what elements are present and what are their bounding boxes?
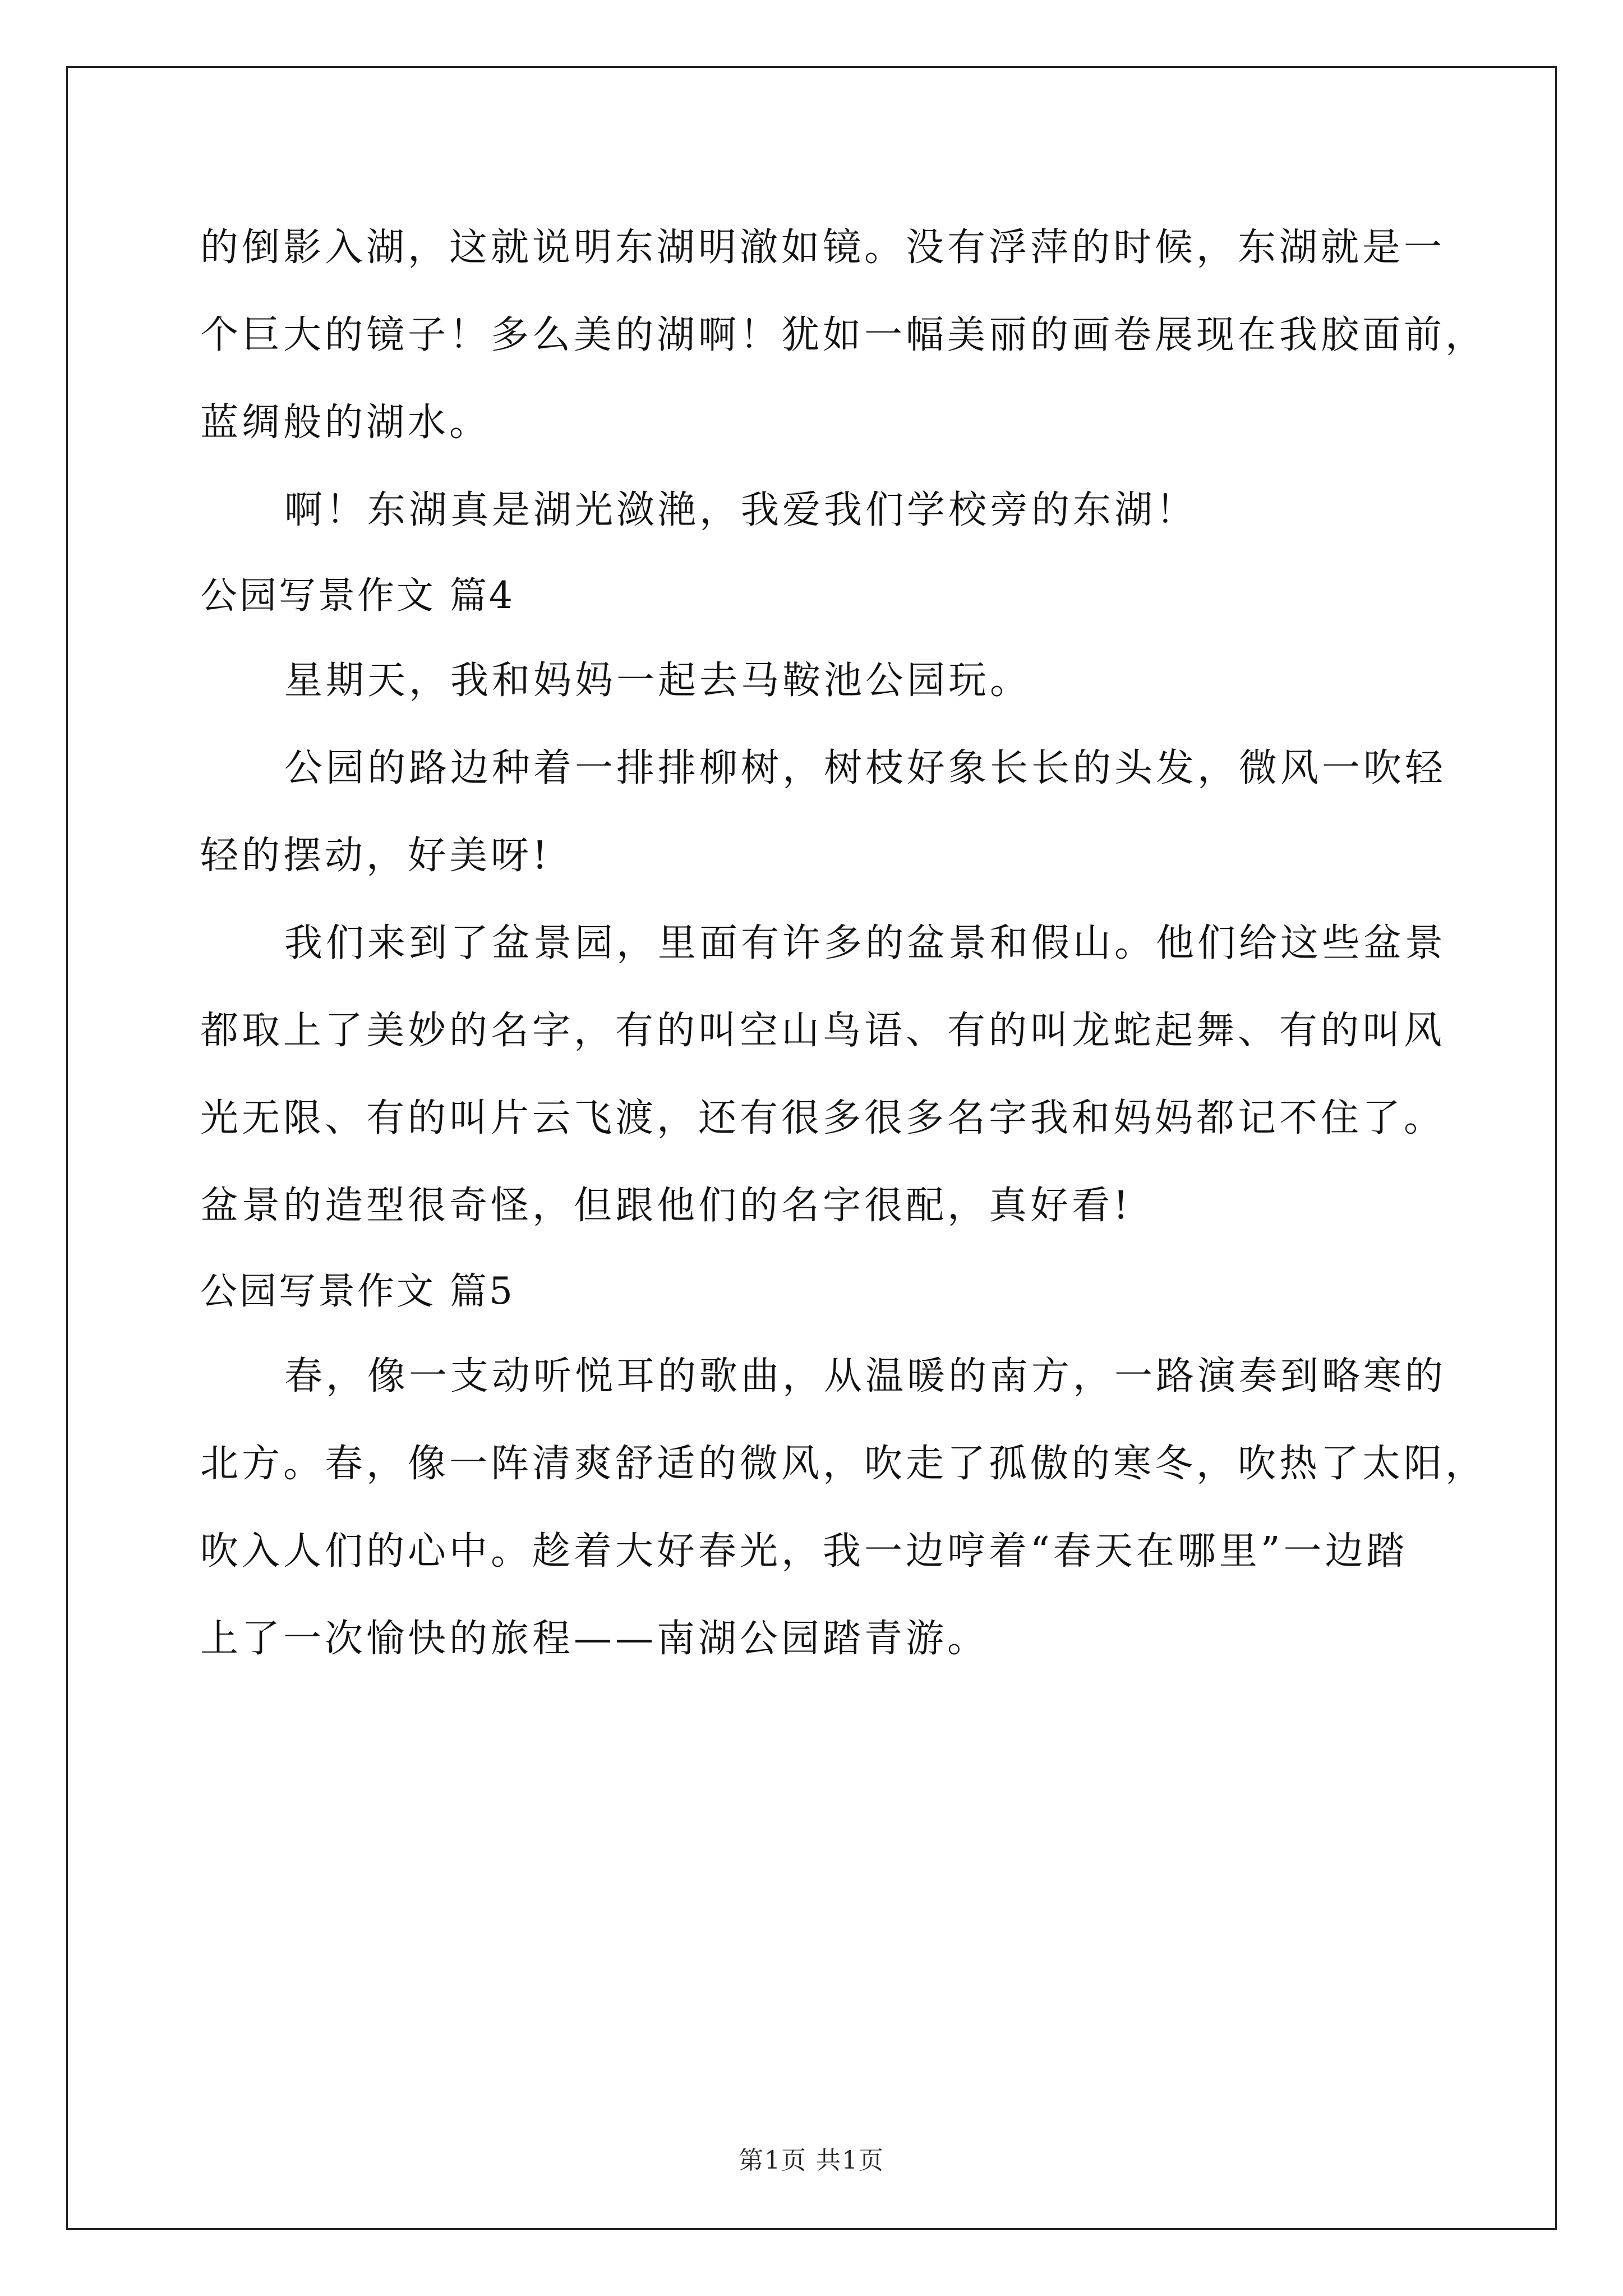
section-heading: 公园写景作文 篇4 xyxy=(200,574,515,617)
paragraph-line: 星期天，我和妈妈一起去马鞍池公园玩。 xyxy=(284,659,1032,703)
paragraph-line: 啊！东湖真是湖光潋滟，我爱我们学校旁的东湖！ xyxy=(284,488,1198,532)
text-line: 都取上了美妙的名字，有的叫空山鸟语、有的叫龙蛇起舞、有的叫风 xyxy=(200,1009,1446,1053)
text-line: 蓝绸般的湖水。 xyxy=(200,401,491,445)
paragraph-line: 公园的路边种着一排排柳树，树枝好象长长的头发，微风一吹轻 xyxy=(284,746,1447,790)
page-border xyxy=(66,66,1557,2230)
text-line: 上了一次愉快的旅程——南湖公园踏青游。 xyxy=(200,1617,989,1661)
section-heading: 公园写景作文 篇5 xyxy=(200,1269,515,1313)
paragraph-line: 我们来到了盆景园，里面有许多的盆景和假山。他们给这些盆景 xyxy=(284,921,1447,965)
page-number-footer: 第1页 共1页 xyxy=(739,2146,884,2175)
paragraph-line: 春，像一支动听悦耳的歌曲，从温暖的南方，一路演奏到略寒的 xyxy=(284,1354,1447,1398)
text-line: 盆景的造型很奇怪，但跟他们的名字很配，真好看! xyxy=(200,1184,1132,1228)
text-line: 轻的摆动，好美呀! xyxy=(200,834,551,878)
text-line: 光无限、有的叫片云飞渡，还有很多很多名字我和妈妈都记不住了。 xyxy=(200,1096,1446,1140)
text-line: 北方。春，像一阵清爽舒适的微风，吹走了孤傲的寒冬，吹热了太阳， xyxy=(200,1442,1487,1486)
text-line: 个巨大的镜子！多么美的湖啊！犹如一幅美丽的画卷展现在我胶面前， xyxy=(200,313,1487,357)
text-line: 吹入人们的心中。趁着大好春光，我一边哼着“春天在哪里”一边踏 xyxy=(200,1529,1408,1573)
text-line: 的倒影入湖，这就说明东湖明澈如镜。没有浮萍的时候，东湖就是一 xyxy=(200,226,1446,270)
